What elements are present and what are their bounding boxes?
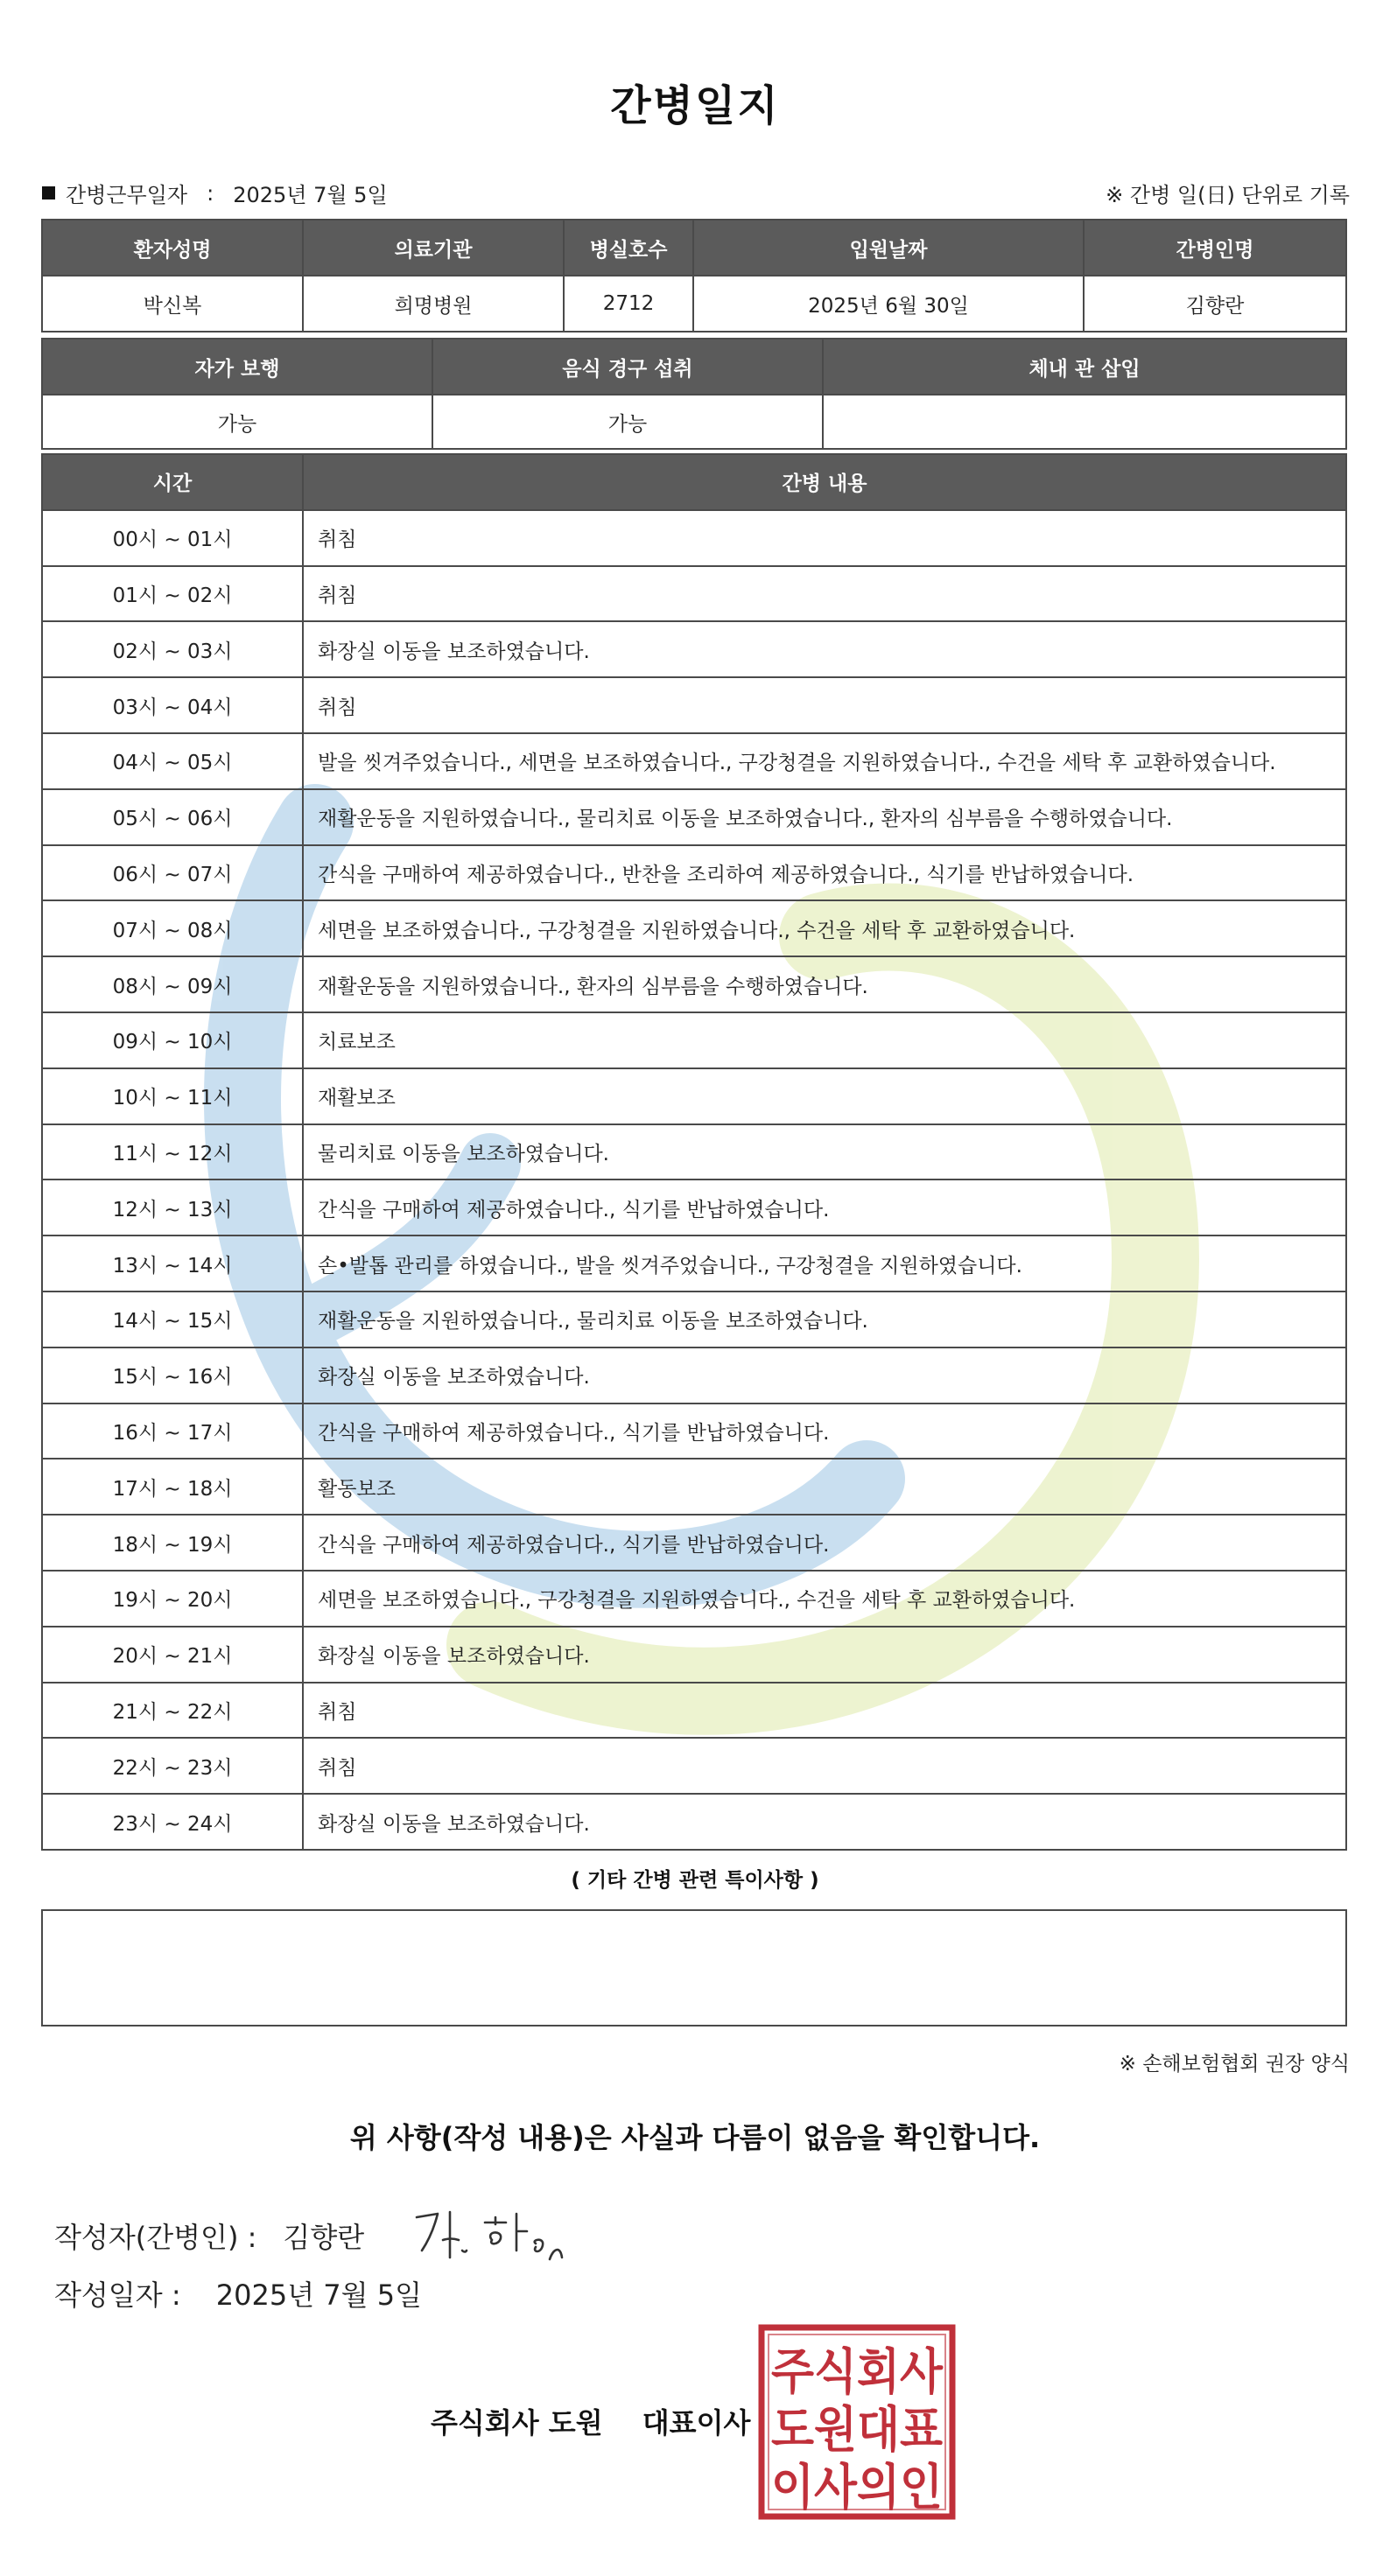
written-date-line xyxy=(54,2273,422,2314)
bullet-square-icon xyxy=(42,186,55,200)
header-admission-date: 입원날짜 xyxy=(694,220,1085,276)
writer-name: 김향란 xyxy=(283,2221,365,2254)
log-time-cell: 19시 ~ 20시 xyxy=(43,1572,304,1628)
room-number-cell: 2712 xyxy=(565,276,694,332)
header-oral-intake: 음식 경구 섭취 xyxy=(433,340,824,396)
log-content-cell: 취침 xyxy=(304,511,1347,567)
log-content-cell: 취침 xyxy=(304,567,1347,623)
record-unit-note: ※ 간병 일(日) 단위로 기록 xyxy=(1106,183,1350,207)
log-time-cell: 00시 ~ 01시 xyxy=(43,511,304,567)
log-time-cell: 02시 ~ 03시 xyxy=(43,622,304,678)
log-time-cell: 22시 ~ 23시 xyxy=(43,1739,304,1795)
log-time-cell: 17시 ~ 18시 xyxy=(43,1460,304,1516)
log-time-cell: 05시 ~ 06시 xyxy=(43,790,304,846)
log-content-cell: 화장실 이동을 보조하였습니다. xyxy=(304,1348,1347,1404)
log-time-cell: 10시 ~ 11시 xyxy=(43,1069,304,1125)
work-date-value: 2025년 7월 5일 xyxy=(233,183,388,207)
written-date-label: 작성일자 : xyxy=(54,2278,181,2312)
log-time-cell: 12시 ~ 13시 xyxy=(43,1180,304,1236)
care-log-table xyxy=(41,453,1347,1851)
page-title: 간병일지 xyxy=(610,81,780,130)
confirmation-statement: 위 사항(작성 내용)은 사실과 다름이 없음을 확인합니다. xyxy=(349,2121,1041,2154)
header-self-walking: 자가 보행 xyxy=(43,340,433,396)
ceo-title: 대표이사 xyxy=(642,2406,751,2440)
log-time-cell: 13시 ~ 14시 xyxy=(43,1236,304,1292)
tube-insertion-cell xyxy=(824,396,1347,450)
company-line xyxy=(431,2401,750,2441)
log-content-cell: 세면을 보조하였습니다., 구강청결을 지원하였습니다., 수건을 세탁 후 교환하였습니다. xyxy=(304,901,1347,957)
special-notes-title: ( 기타 간병 관련 특이사항 ) xyxy=(571,1869,819,1892)
log-content-cell: 화장실 이동을 보조하였습니다. xyxy=(304,1795,1347,1851)
log-content-cell: 재활보조 xyxy=(304,1069,1347,1125)
written-date-value: 2025년 7월 5일 xyxy=(215,2278,423,2312)
seal-line-2: 도원대표 xyxy=(771,2402,943,2459)
company-name: 주식회사 도원 xyxy=(431,2406,603,2440)
log-content-cell: 간식을 구매하여 제공하였습니다., 식기를 반납하였습니다. xyxy=(304,1404,1347,1460)
log-content-cell: 치료보조 xyxy=(304,1013,1347,1069)
log-time-cell: 08시 ~ 09시 xyxy=(43,957,304,1013)
seal-line-3: 이사의인 xyxy=(771,2460,943,2516)
log-content-cell: 재활운동을 지원하였습니다., 물리치료 이동을 보조하였습니다. xyxy=(304,1292,1347,1348)
log-content-cell: 발을 씻겨주었습니다., 세면을 보조하였습니다., 구강청결을 지원하였습니다., 수건을 세탁 후 교환하였습니다. xyxy=(304,734,1347,790)
writer-line xyxy=(54,2205,578,2266)
log-content-cell: 간식을 구매하여 제공하였습니다., 식기를 반납하였습니다. xyxy=(304,1180,1347,1236)
log-content-cell: 세면을 보조하였습니다., 구강청결을 지원하였습니다., 수건을 세탁 후 교환하였습니다. xyxy=(304,1572,1347,1628)
log-time-cell: 14시 ~ 15시 xyxy=(43,1292,304,1348)
writer-label: 작성자(간병인) : xyxy=(54,2221,257,2254)
log-content-cell: 취침 xyxy=(304,678,1347,734)
oral-intake-cell: 가능 xyxy=(433,396,824,450)
log-content-cell: 물리치료 이동을 보조하였습니다. xyxy=(304,1125,1347,1181)
log-time-cell: 21시 ~ 22시 xyxy=(43,1684,304,1740)
header-tube-insertion: 체내 관 삽입 xyxy=(824,340,1347,396)
self-walking-cell: 가능 xyxy=(43,396,433,450)
log-content-cell: 재활운동을 지원하였습니다., 물리치료 이동을 보조하였습니다., 환자의 심부름을 수행하였습니다. xyxy=(304,790,1347,846)
recommended-form-note: ※ 손해보험협회 권장 양식 xyxy=(1119,2053,1350,2076)
log-content-cell: 간식을 구매하여 제공하였습니다., 식기를 반납하였습니다. xyxy=(304,1516,1347,1572)
log-content-cell: 취침 xyxy=(304,1684,1347,1740)
handwritten-signature xyxy=(411,2205,578,2266)
special-notes-box xyxy=(41,1909,1347,2026)
log-time-cell: 18시 ~ 19시 xyxy=(43,1516,304,1572)
log-content-cell: 손•발톱 관리를 하였습니다., 발을 씻겨주었습니다., 구강청결을 지원하였습니다. xyxy=(304,1236,1347,1292)
log-content-cell: 활동보조 xyxy=(304,1460,1347,1516)
admission-date-cell: 2025년 6월 30일 xyxy=(694,276,1085,332)
log-time-cell: 06시 ~ 07시 xyxy=(43,846,304,902)
patient-name-cell: 박신복 xyxy=(43,276,304,332)
log-time-cell: 11시 ~ 12시 xyxy=(43,1125,304,1181)
log-time-cell: 16시 ~ 17시 xyxy=(43,1404,304,1460)
log-content-cell: 재활운동을 지원하였습니다., 환자의 심부름을 수행하였습니다. xyxy=(304,957,1347,1013)
log-time-cell: 15시 ~ 16시 xyxy=(43,1348,304,1404)
work-date-label: 간병근무일자 xyxy=(66,183,188,207)
log-time-cell: 01시 ~ 02시 xyxy=(43,567,304,623)
header-patient-name: 환자성명 xyxy=(43,220,304,276)
seal-line-1: 주식회사 xyxy=(771,2344,944,2401)
work-date-separator: : xyxy=(207,180,214,206)
header-room-number: 병실호수 xyxy=(565,220,694,276)
header-time: 시간 xyxy=(43,455,304,511)
header-caregiver-name: 간병인명 xyxy=(1085,220,1347,276)
patient-info-table xyxy=(41,219,1347,332)
log-content-cell: 간식을 구매하여 제공하였습니다., 반찬을 조리하여 제공하였습니다., 식기를 반납하였습니다. xyxy=(304,846,1347,902)
log-time-cell: 23시 ~ 24시 xyxy=(43,1795,304,1851)
log-time-cell: 09시 ~ 10시 xyxy=(43,1013,304,1069)
caregiver-name-cell: 김향란 xyxy=(1085,276,1347,332)
work-date-line xyxy=(42,178,388,208)
hospital-cell: 희명병원 xyxy=(304,276,565,332)
log-content-cell: 화장실 이동을 보조하였습니다. xyxy=(304,622,1347,678)
log-time-cell: 03시 ~ 04시 xyxy=(43,678,304,734)
company-seal-stamp xyxy=(758,2324,956,2520)
log-content-cell: 화장실 이동을 보조하였습니다. xyxy=(304,1628,1347,1684)
patient-condition-table xyxy=(41,338,1347,450)
log-content-cell: 취침 xyxy=(304,1739,1347,1795)
log-time-cell: 07시 ~ 08시 xyxy=(43,901,304,957)
header-care-content: 간병 내용 xyxy=(304,455,1347,511)
log-time-cell: 20시 ~ 21시 xyxy=(43,1628,304,1684)
header-hospital: 의료기관 xyxy=(304,220,565,276)
log-time-cell: 04시 ~ 05시 xyxy=(43,734,304,790)
